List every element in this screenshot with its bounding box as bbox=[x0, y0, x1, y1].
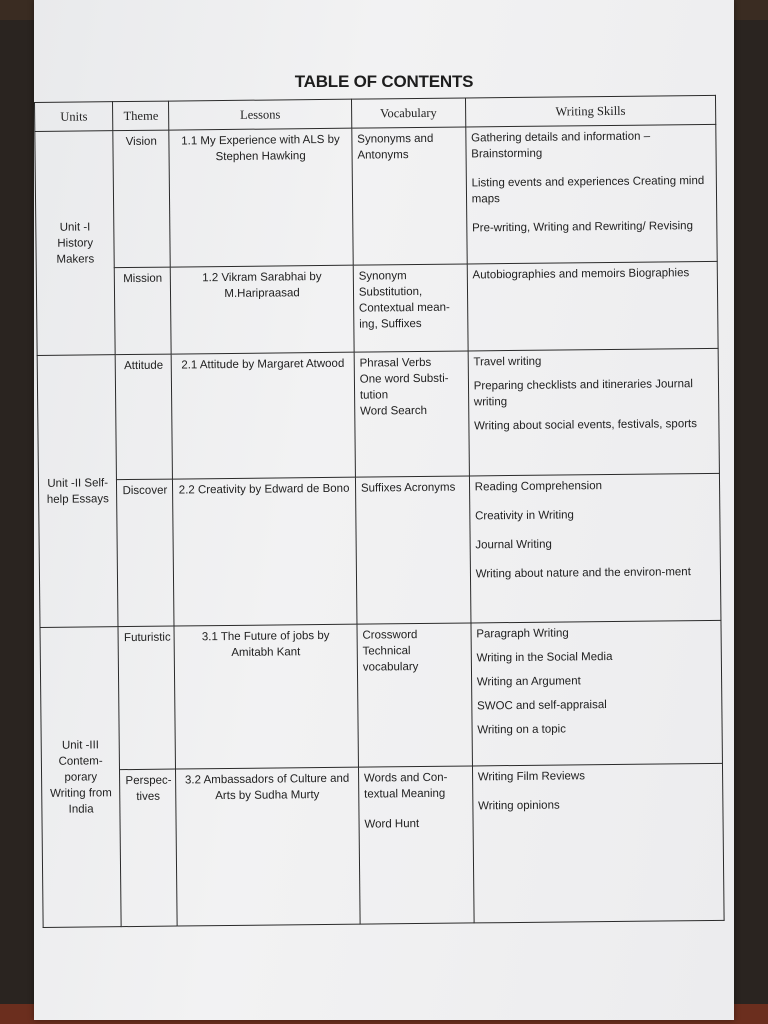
header-theme: Theme bbox=[113, 101, 169, 131]
skill-item: Writing about social events, festivals, sports bbox=[474, 418, 698, 433]
lesson-cell: 2.2 Creativity by Edward de Bono bbox=[173, 477, 357, 626]
skill-item: Reading Comprehension bbox=[474, 480, 603, 494]
vocabulary-item: Words and Con-textual Meaning bbox=[363, 771, 448, 801]
skills-cell bbox=[467, 261, 718, 351]
table-row bbox=[37, 348, 719, 480]
lesson-cell: 1.2 Vikram Sarabhai by M.Haripraasad bbox=[170, 265, 353, 354]
theme-cell: Mission bbox=[115, 267, 172, 355]
vocabulary-item: Synonym Substitution, Contextual mean-ing, Suffixes bbox=[358, 270, 450, 331]
vocabulary-cell bbox=[353, 264, 468, 352]
vocabulary-item: Synonyms and Antonyms bbox=[357, 132, 434, 162]
lesson-cell: 3.1 The Future of jobs by Amitabh Kant bbox=[174, 624, 358, 769]
document-page bbox=[34, 0, 734, 1020]
header-writing-skills: Writing Skills bbox=[465, 95, 716, 127]
page-title: TABLE OF CONTENTS bbox=[294, 72, 474, 91]
skill-item: Writing about nature and the environ-ment bbox=[475, 566, 691, 581]
theme-cell: Futuristic bbox=[118, 626, 175, 770]
skill-item: Paragraph Writing bbox=[476, 627, 569, 641]
vocabulary-item: Phrasal Verbs bbox=[359, 356, 432, 370]
vocabulary-item: One word Substi-tution bbox=[359, 372, 449, 402]
lesson-cell: 2.1 Attitude by Margaret Atwood bbox=[171, 352, 355, 479]
header-vocabulary: Vocabulary bbox=[351, 98, 465, 128]
lesson-cell: 1.1 My Experience with ALS by Stephen Hawking bbox=[169, 128, 353, 267]
theme-cell: Perspec-tives bbox=[120, 769, 177, 927]
skill-item: Travel writing bbox=[473, 355, 542, 369]
skill-item: Creativity in Writing bbox=[474, 509, 574, 523]
skill-item: Writing Film Reviews bbox=[477, 770, 585, 784]
vocabulary-cell bbox=[352, 127, 467, 265]
skill-item: Preparing checklists and itineraries Journal writing bbox=[473, 378, 693, 409]
skill-item: Pre-writing, Writing and Rewriting/ Revising bbox=[471, 220, 694, 235]
vocabulary-cell bbox=[354, 351, 469, 477]
skill-item: SWOC and self-appraisal bbox=[476, 699, 607, 713]
skill-item: Writing opinions bbox=[478, 799, 560, 813]
vocabulary-cell bbox=[357, 623, 472, 767]
skill-item: Writing on a topic bbox=[477, 723, 566, 737]
skill-item: Gathering details and information – Brainstorming bbox=[471, 130, 651, 161]
vocabulary-item: Crossword Technical vocabulary bbox=[362, 629, 419, 674]
table-row bbox=[35, 124, 717, 268]
skill-item: Listing events and experiences Creating mind maps bbox=[471, 174, 705, 206]
header-units: Units bbox=[35, 102, 114, 132]
vocabulary-item: Word Hunt bbox=[364, 818, 420, 831]
table-row bbox=[36, 261, 718, 355]
table-row bbox=[40, 620, 722, 770]
skill-item: Writing in the Social Media bbox=[476, 650, 613, 665]
skills-cell bbox=[465, 124, 717, 264]
unit-cell: Unit -II Self-help Essays bbox=[37, 355, 118, 628]
theme-cell: Discover bbox=[117, 479, 174, 627]
unit-cell: Unit -III Contem- porary Writing from India bbox=[40, 627, 122, 928]
skills-cell bbox=[472, 763, 724, 923]
vocabulary-item: Suffixes Acronyms bbox=[360, 481, 456, 495]
skills-cell bbox=[468, 348, 720, 476]
vocabulary-cell bbox=[358, 766, 473, 924]
skills-cell bbox=[469, 473, 721, 623]
skill-item: Journal Writing bbox=[475, 538, 552, 552]
skill-item: Writing an Argument bbox=[476, 675, 581, 689]
vocabulary-item: Word Search bbox=[360, 404, 428, 418]
unit-cell: Unit -I History Makers bbox=[35, 131, 116, 356]
contents-table bbox=[34, 95, 725, 928]
header-lessons: Lessons bbox=[169, 99, 352, 130]
table-row bbox=[38, 473, 721, 627]
skill-item: Autobiographies and memoirs Biographies bbox=[472, 267, 690, 282]
skills-cell bbox=[471, 620, 723, 766]
vocabulary-cell bbox=[355, 476, 470, 624]
theme-cell: Vision bbox=[113, 130, 170, 268]
theme-cell: Attitude bbox=[116, 354, 173, 480]
table-row bbox=[42, 763, 725, 927]
lesson-cell: 3.2 Ambassadors of Culture and Arts by Sudha Murty bbox=[176, 767, 360, 926]
